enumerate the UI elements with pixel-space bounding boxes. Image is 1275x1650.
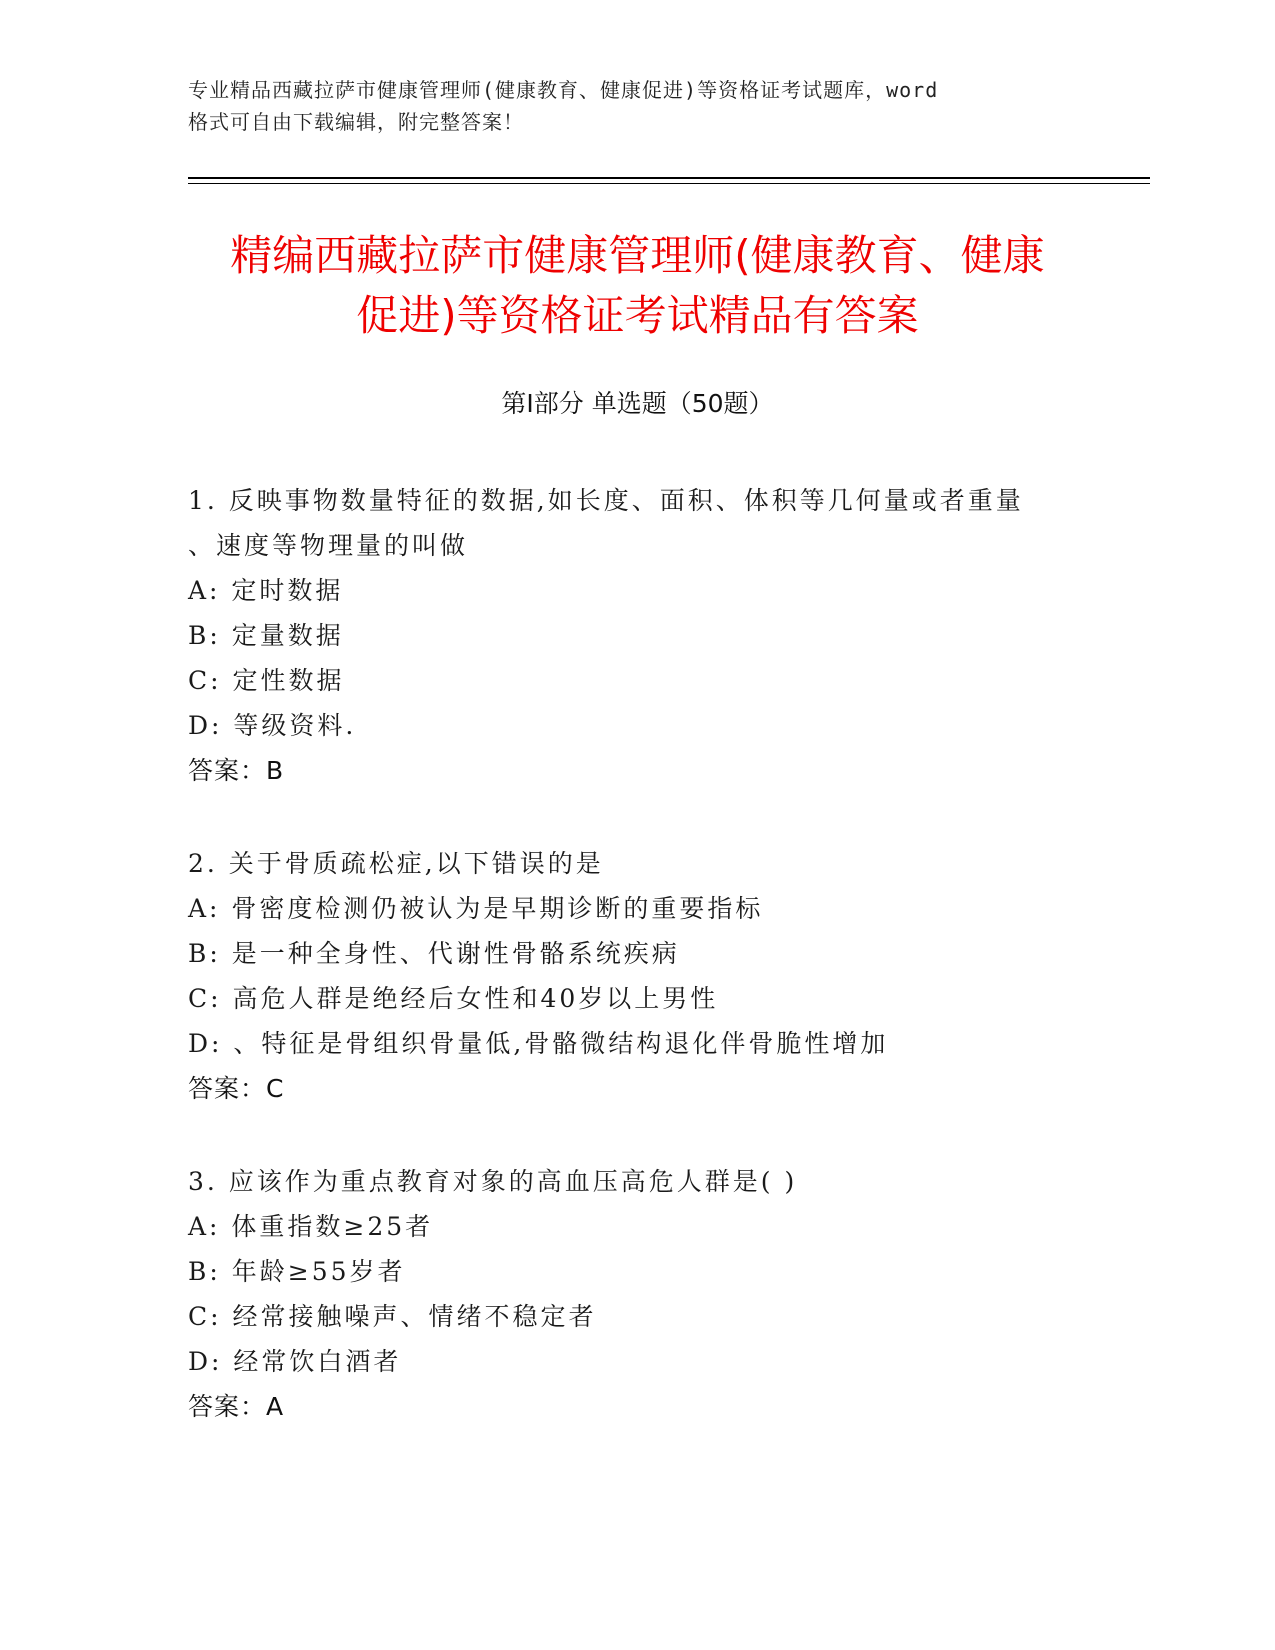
option-d: D: 经常饮白酒者 <box>188 1347 402 1376</box>
option-a: A: 定时数据 <box>188 576 344 605</box>
document-title <box>120 226 1155 346</box>
header-note <box>188 74 1088 138</box>
document-title-line1: 精编西藏拉萨市健康管理师(健康教育、健康 <box>230 231 1045 280</box>
document-title-line2: 促进)等资格证考试精品有答案 <box>356 291 919 340</box>
option-b: B: 是一种全身性、代谢性骨骼系统疾病 <box>188 939 680 968</box>
question-stem-line1: 3. 应该作为重点教育对象的高血压高危人群是( ) <box>188 1167 798 1196</box>
option-c: C: 高危人群是绝经后女性和40岁以上男性 <box>188 984 719 1013</box>
option-b: B: 年龄≥55岁者 <box>188 1257 406 1286</box>
option-c: C: 经常接触噪声、情绪不稳定者 <box>188 1302 597 1331</box>
question-list <box>188 478 1088 1477</box>
option-d: D: 、特征是骨组织骨量低,骨骼微结构退化伴骨脆性增加 <box>188 1029 889 1058</box>
question-1 <box>188 478 1088 793</box>
section-heading: 第Ⅰ部分 单选题（50题） <box>501 389 774 418</box>
option-a: A: 体重指数≥25者 <box>188 1212 434 1241</box>
question-2 <box>188 841 1088 1111</box>
option-a: A: 骨密度检测仍被认为是早期诊断的重要指标 <box>188 894 764 923</box>
header-note-line1: 专业精品西藏拉萨市健康管理师(健康教育、健康促进)等资格证考试题库，word <box>188 78 939 102</box>
header-divider-thick <box>188 177 1150 179</box>
question-stem-line1: 1. 反映事物数量特征的数据,如长度、面积、体积等几何量或者重量 <box>188 486 1024 515</box>
header-divider-thin <box>188 183 1150 184</box>
answer-line: 答案：C <box>188 1074 285 1103</box>
option-c: C: 定性数据 <box>188 666 345 695</box>
question-stem-line1: 2. 关于骨质疏松症,以下错误的是 <box>188 849 604 878</box>
answer-line: 答案：A <box>188 1392 285 1421</box>
option-d: D: 等级资料. <box>188 711 357 740</box>
header-note-line2: 格式可自由下载编辑，附完整答案！ <box>188 110 524 134</box>
question-stem-line2: 、速度等物理量的叫做 <box>188 531 469 560</box>
option-b: B: 定量数据 <box>188 621 344 650</box>
answer-line: 答案：B <box>188 756 285 785</box>
question-3 <box>188 1159 1088 1429</box>
